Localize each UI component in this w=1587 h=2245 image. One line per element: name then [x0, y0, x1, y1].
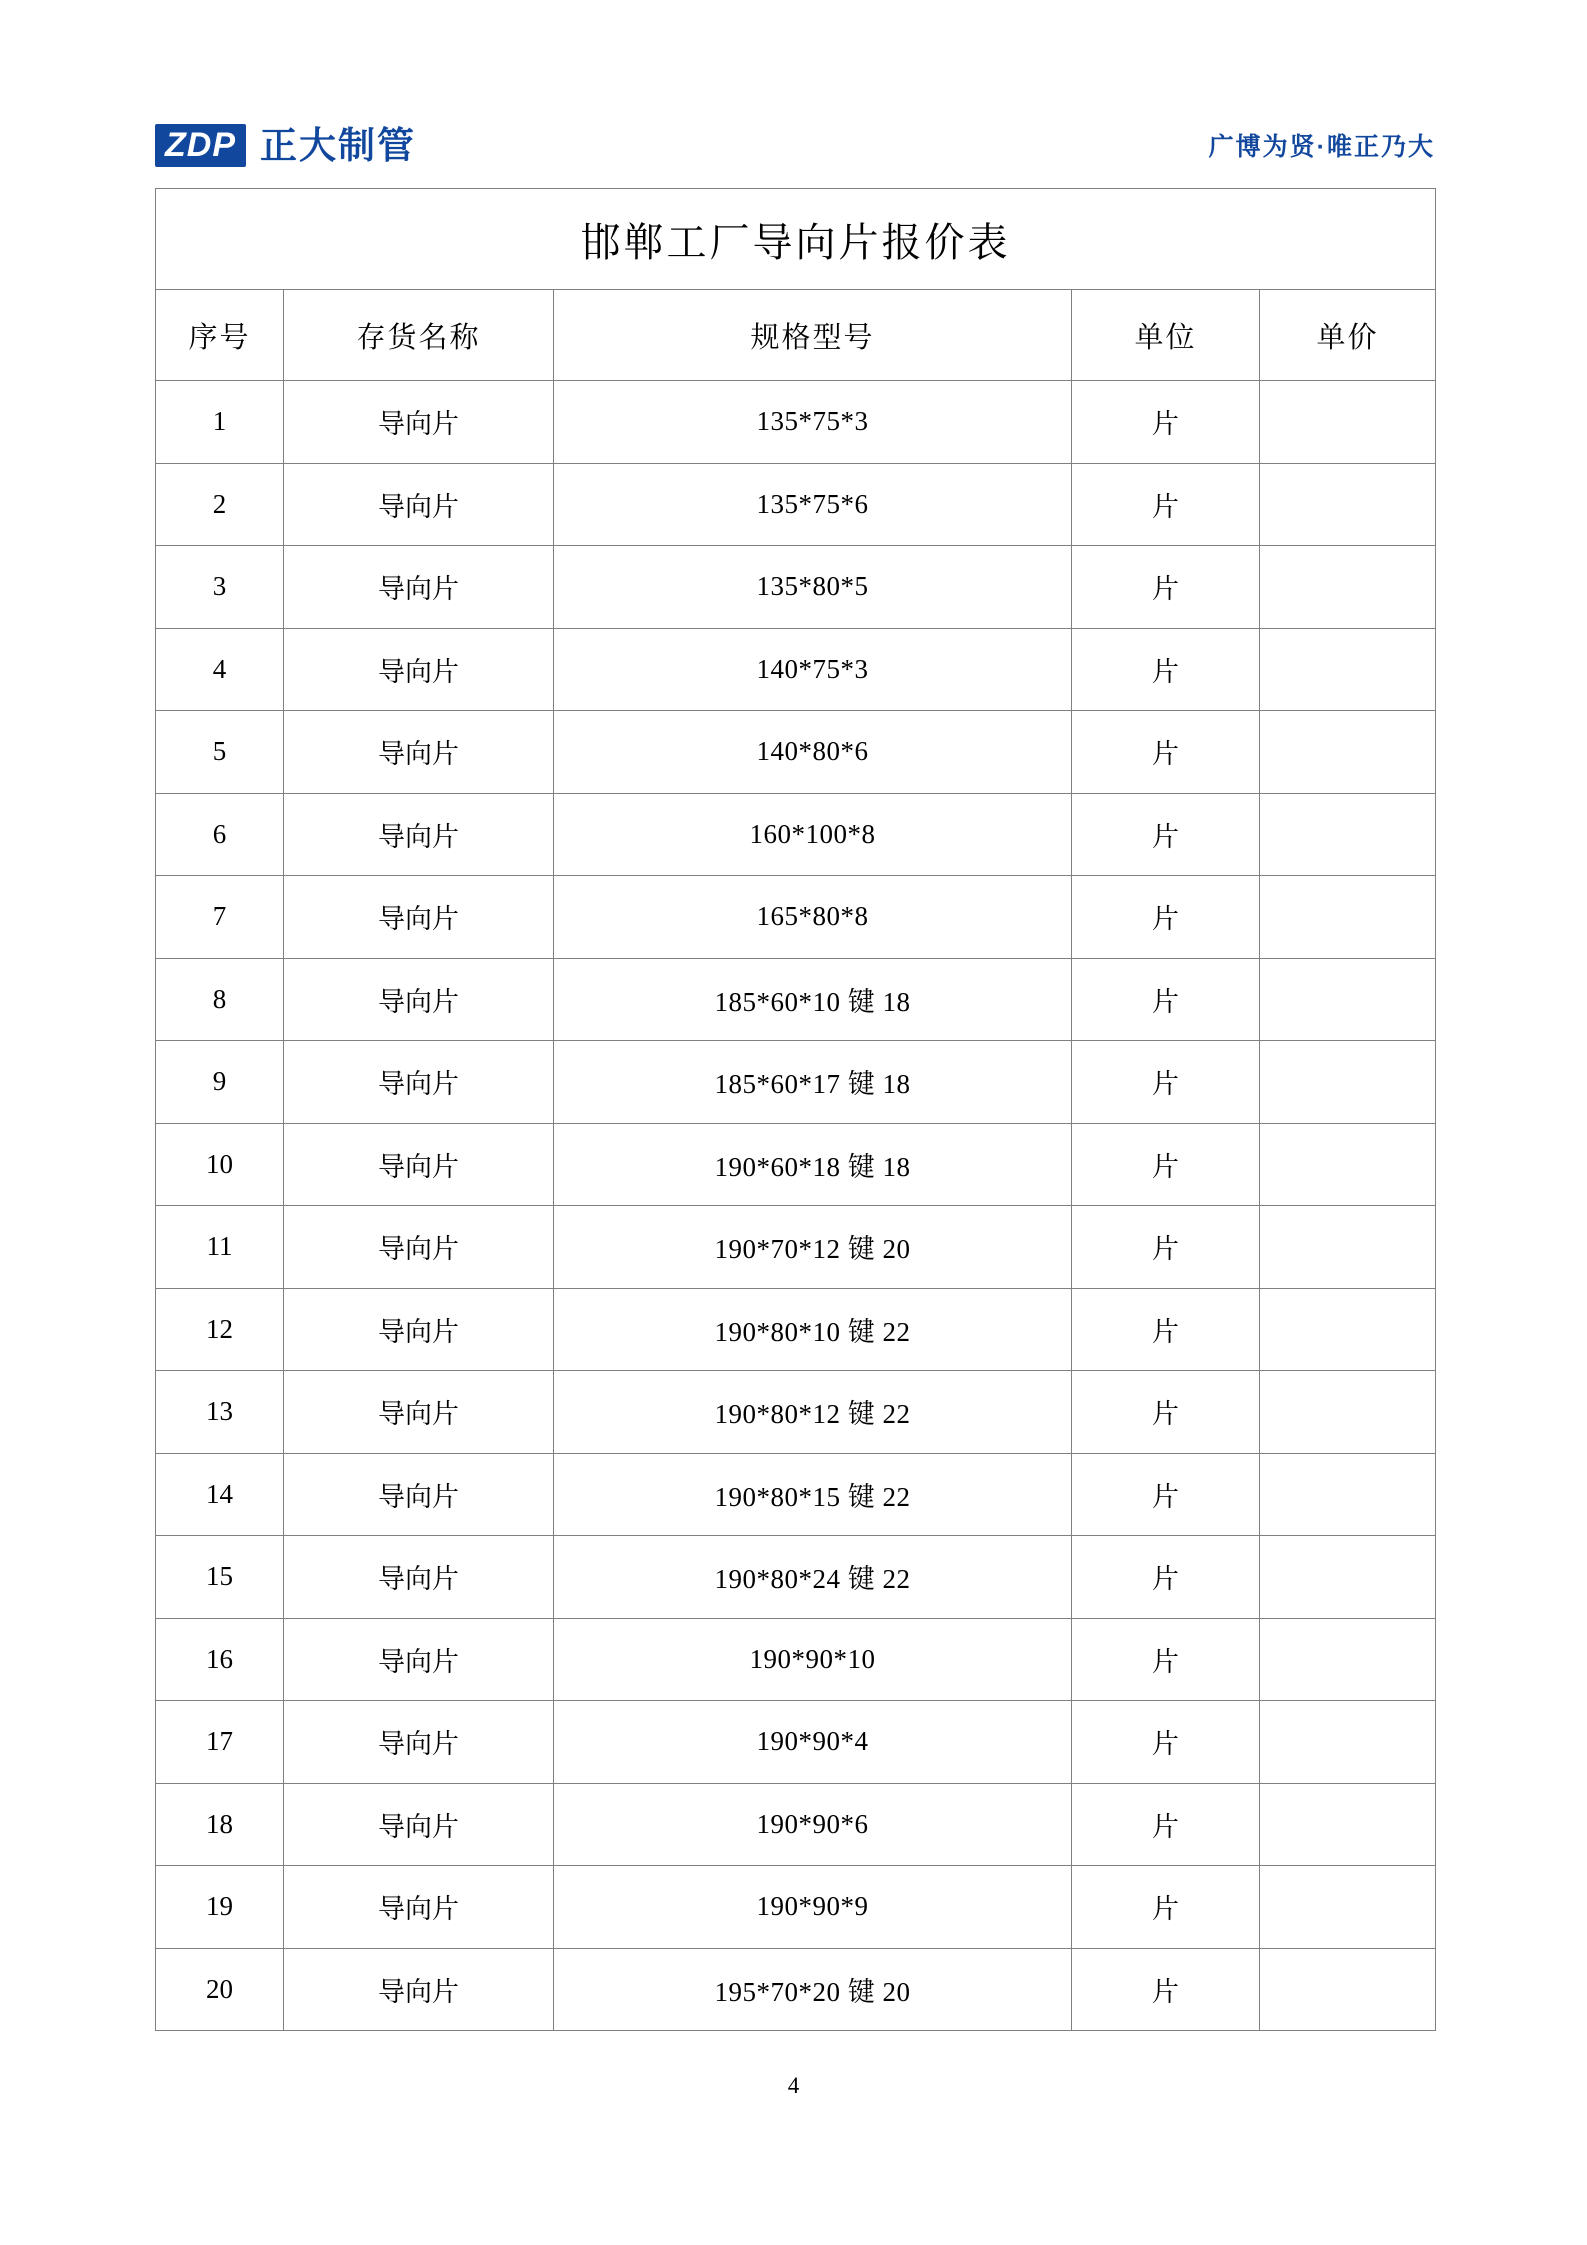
cell-unit: 片: [1072, 1948, 1260, 2031]
cell-spec: 190*80*15 键 22: [554, 1453, 1072, 1536]
table-row: [156, 1041, 1436, 1124]
cell-spec: 190*90*4: [554, 1701, 1072, 1784]
cell-price: [1260, 1371, 1436, 1454]
cell-price: [1260, 546, 1436, 629]
cell-unit: 片: [1072, 1041, 1260, 1124]
cell-spec: 140*80*6: [554, 711, 1072, 794]
table-row: [156, 1866, 1436, 1949]
table-title-row: [156, 189, 1436, 290]
cell-unit: 片: [1072, 628, 1260, 711]
table-row: [156, 381, 1436, 464]
cell-index: 7: [156, 876, 284, 959]
cell-name: 导向片: [284, 1123, 554, 1206]
cell-index: 11: [156, 1206, 284, 1289]
table-body: [156, 381, 1436, 2031]
cell-unit: 片: [1072, 1288, 1260, 1371]
cell-name: 导向片: [284, 1371, 554, 1454]
company-slogan: 广博为贤·唯正乃大: [1208, 133, 1435, 161]
cell-name: 导向片: [284, 1948, 554, 2031]
cell-price: [1260, 1536, 1436, 1619]
cell-unit: 片: [1072, 381, 1260, 464]
table-row: [156, 1701, 1436, 1784]
cell-unit: 片: [1072, 876, 1260, 959]
cell-name: 导向片: [284, 711, 554, 794]
cell-price: [1260, 1041, 1436, 1124]
cell-index: 5: [156, 711, 284, 794]
cell-name: 导向片: [284, 1783, 554, 1866]
cell-price: [1260, 628, 1436, 711]
cell-spec: 195*70*20 键 20: [554, 1948, 1072, 2031]
cell-name: 导向片: [284, 1041, 554, 1124]
table-row: [156, 1536, 1436, 1619]
cell-unit: 片: [1072, 463, 1260, 546]
cell-price: [1260, 958, 1436, 1041]
page-header: [155, 110, 1435, 180]
cell-name: 导向片: [284, 1536, 554, 1619]
cell-index: 3: [156, 546, 284, 629]
cell-index: 16: [156, 1618, 284, 1701]
cell-name: 导向片: [284, 1453, 554, 1536]
cell-price: [1260, 1783, 1436, 1866]
cell-unit: 片: [1072, 1371, 1260, 1454]
cell-name: 导向片: [284, 546, 554, 629]
cell-spec: 185*60*17 键 18: [554, 1041, 1072, 1124]
price-table-container: [155, 188, 1435, 2031]
logo-mark-icon: ZDP: [155, 124, 246, 167]
cell-price: [1260, 1453, 1436, 1536]
cell-name: 导向片: [284, 381, 554, 464]
table-row: [156, 1123, 1436, 1206]
cell-spec: 190*70*12 键 20: [554, 1206, 1072, 1289]
table-row: [156, 1453, 1436, 1536]
cell-unit: 片: [1072, 1453, 1260, 1536]
table-row: [156, 1948, 1436, 2031]
cell-unit: 片: [1072, 1701, 1260, 1784]
cell-spec: 190*90*9: [554, 1866, 1072, 1949]
cell-index: 15: [156, 1536, 284, 1619]
cell-index: 6: [156, 793, 284, 876]
table-row: [156, 1371, 1436, 1454]
cell-price: [1260, 1701, 1436, 1784]
table-row: [156, 958, 1436, 1041]
company-logo: [155, 124, 416, 167]
cell-spec: 160*100*8: [554, 793, 1072, 876]
cell-spec: 165*80*8: [554, 876, 1072, 959]
cell-index: 17: [156, 1701, 284, 1784]
column-header-name: 存货名称: [284, 290, 554, 381]
column-header-unit: 单位: [1072, 290, 1260, 381]
cell-spec: 190*80*12 键 22: [554, 1371, 1072, 1454]
cell-name: 导向片: [284, 876, 554, 959]
cell-unit: 片: [1072, 1618, 1260, 1701]
cell-price: [1260, 463, 1436, 546]
cell-spec: 185*60*10 键 18: [554, 958, 1072, 1041]
cell-name: 导向片: [284, 958, 554, 1041]
cell-unit: 片: [1072, 546, 1260, 629]
cell-unit: 片: [1072, 1536, 1260, 1619]
logo-company-name: 正大制管: [260, 124, 416, 166]
page-title: 邯郸工厂导向片报价表: [156, 189, 1436, 290]
cell-unit: 片: [1072, 793, 1260, 876]
cell-spec: 190*90*6: [554, 1783, 1072, 1866]
table-row: [156, 1288, 1436, 1371]
cell-name: 导向片: [284, 463, 554, 546]
column-header-index: 序号: [156, 290, 284, 381]
cell-index: 12: [156, 1288, 284, 1371]
cell-index: 4: [156, 628, 284, 711]
column-header-spec: 规格型号: [554, 290, 1072, 381]
cell-spec: 140*75*3: [554, 628, 1072, 711]
cell-unit: 片: [1072, 1123, 1260, 1206]
cell-spec: 190*90*10: [554, 1618, 1072, 1701]
cell-name: 导向片: [284, 628, 554, 711]
table-row: [156, 463, 1436, 546]
cell-name: 导向片: [284, 1288, 554, 1371]
cell-index: 13: [156, 1371, 284, 1454]
cell-price: [1260, 876, 1436, 959]
cell-index: 1: [156, 381, 284, 464]
cell-index: 2: [156, 463, 284, 546]
cell-name: 导向片: [284, 1206, 554, 1289]
cell-index: 9: [156, 1041, 284, 1124]
cell-unit: 片: [1072, 1206, 1260, 1289]
cell-price: [1260, 793, 1436, 876]
table-row: [156, 793, 1436, 876]
cell-spec: 190*80*10 键 22: [554, 1288, 1072, 1371]
table-row: [156, 546, 1436, 629]
cell-spec: 135*75*6: [554, 463, 1072, 546]
cell-spec: 135*75*3: [554, 381, 1072, 464]
cell-unit: 片: [1072, 958, 1260, 1041]
cell-name: 导向片: [284, 1866, 554, 1949]
column-header-price: 单价: [1260, 290, 1436, 381]
cell-index: 18: [156, 1783, 284, 1866]
cell-name: 导向片: [284, 1701, 554, 1784]
table-header-row: [156, 290, 1436, 381]
cell-spec: 190*60*18 键 18: [554, 1123, 1072, 1206]
table-row: [156, 1783, 1436, 1866]
cell-price: [1260, 1288, 1436, 1371]
cell-index: 20: [156, 1948, 284, 2031]
cell-name: 导向片: [284, 1618, 554, 1701]
table-row: [156, 1618, 1436, 1701]
cell-price: [1260, 1618, 1436, 1701]
cell-price: [1260, 1123, 1436, 1206]
cell-unit: 片: [1072, 1783, 1260, 1866]
price-table: [155, 188, 1436, 2031]
cell-unit: 片: [1072, 711, 1260, 794]
cell-price: [1260, 711, 1436, 794]
table-row: [156, 711, 1436, 794]
page-number: 4: [787, 2073, 800, 2098]
cell-spec: 135*80*5: [554, 546, 1072, 629]
cell-price: [1260, 1866, 1436, 1949]
cell-index: 10: [156, 1123, 284, 1206]
cell-index: 19: [156, 1866, 284, 1949]
cell-name: 导向片: [284, 793, 554, 876]
cell-index: 8: [156, 958, 284, 1041]
table-row: [156, 876, 1436, 959]
cell-price: [1260, 1206, 1436, 1289]
table-row: [156, 628, 1436, 711]
table-head: [156, 189, 1436, 381]
cell-index: 14: [156, 1453, 284, 1536]
cell-spec: 190*80*24 键 22: [554, 1536, 1072, 1619]
cell-unit: 片: [1072, 1866, 1260, 1949]
cell-price: [1260, 381, 1436, 464]
table-row: [156, 1206, 1436, 1289]
cell-price: [1260, 1948, 1436, 2031]
